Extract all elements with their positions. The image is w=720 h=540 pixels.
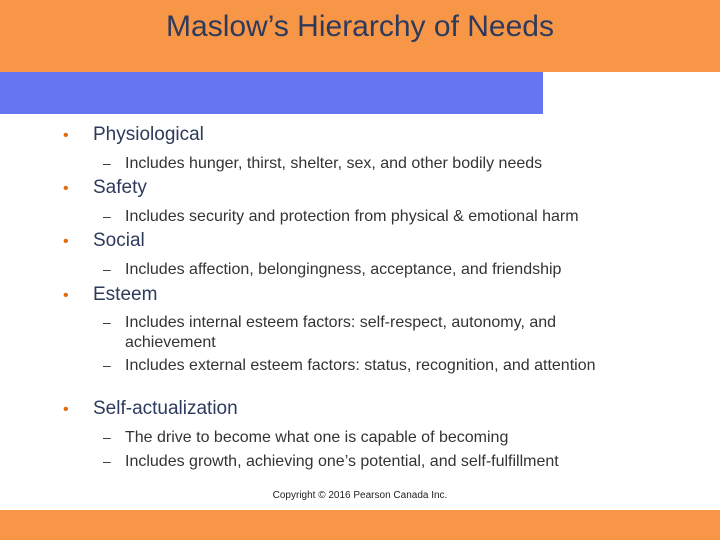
sub-item: [103, 312, 635, 353]
sub-item-text: Includes security and protection from physical & emotional harm: [125, 208, 579, 225]
bullet-heading: Self-actualization: [93, 398, 238, 419]
bullet-social: [63, 230, 145, 252]
sub-item-text: Includes hunger, thirst, shelter, sex, and other bodily needs: [125, 155, 543, 172]
sub-item: [103, 259, 561, 280]
bullet-icon: •: [63, 180, 69, 197]
dash-icon: –: [103, 314, 111, 330]
bullet-safety: [63, 177, 147, 199]
bullet-icon: •: [63, 287, 69, 304]
dash-icon: –: [103, 429, 111, 445]
sub-item: [103, 427, 508, 448]
dash-icon: –: [103, 261, 111, 277]
sub-item: [103, 206, 579, 227]
bullet-heading: Safety: [93, 177, 147, 198]
sub-item-text: Includes internal esteem factors: self-respect, autonomy, and achievement: [125, 314, 557, 351]
bullet-heading: Social: [93, 230, 145, 251]
sub-item-text: The drive to become what one is capable of becoming: [125, 429, 509, 446]
sub-item: [103, 451, 559, 472]
sub-item: [103, 153, 542, 174]
bullet-physiological: [63, 124, 204, 146]
accent-bar: [0, 72, 543, 114]
slide-title: Maslow’s Hierarchy of Needs: [166, 10, 554, 43]
footer-bar: [0, 510, 720, 540]
bullet-icon: •: [63, 127, 69, 144]
sub-item-text: Includes affection, belongingness, acceptance, and friendship: [125, 261, 562, 278]
dash-icon: –: [103, 453, 111, 469]
sub-item: [103, 355, 596, 376]
dash-icon: –: [103, 208, 111, 224]
bullet-heading: Physiological: [93, 124, 204, 145]
bullet-icon: •: [63, 233, 69, 250]
bullet-esteem: [63, 284, 157, 306]
bullet-self-actualization: [63, 398, 238, 420]
dash-icon: –: [103, 155, 111, 171]
copyright-notice: Copyright © 2016 Pearson Canada Inc.: [272, 490, 448, 501]
sub-item-text: Includes growth, achieving one’s potential, and self-fulfillment: [125, 453, 559, 470]
dash-icon: –: [103, 357, 111, 373]
bullet-icon: •: [63, 401, 69, 418]
sub-item-text: Includes external esteem factors: status, recognition, and attention: [125, 357, 596, 374]
bullet-heading: Esteem: [93, 284, 158, 305]
